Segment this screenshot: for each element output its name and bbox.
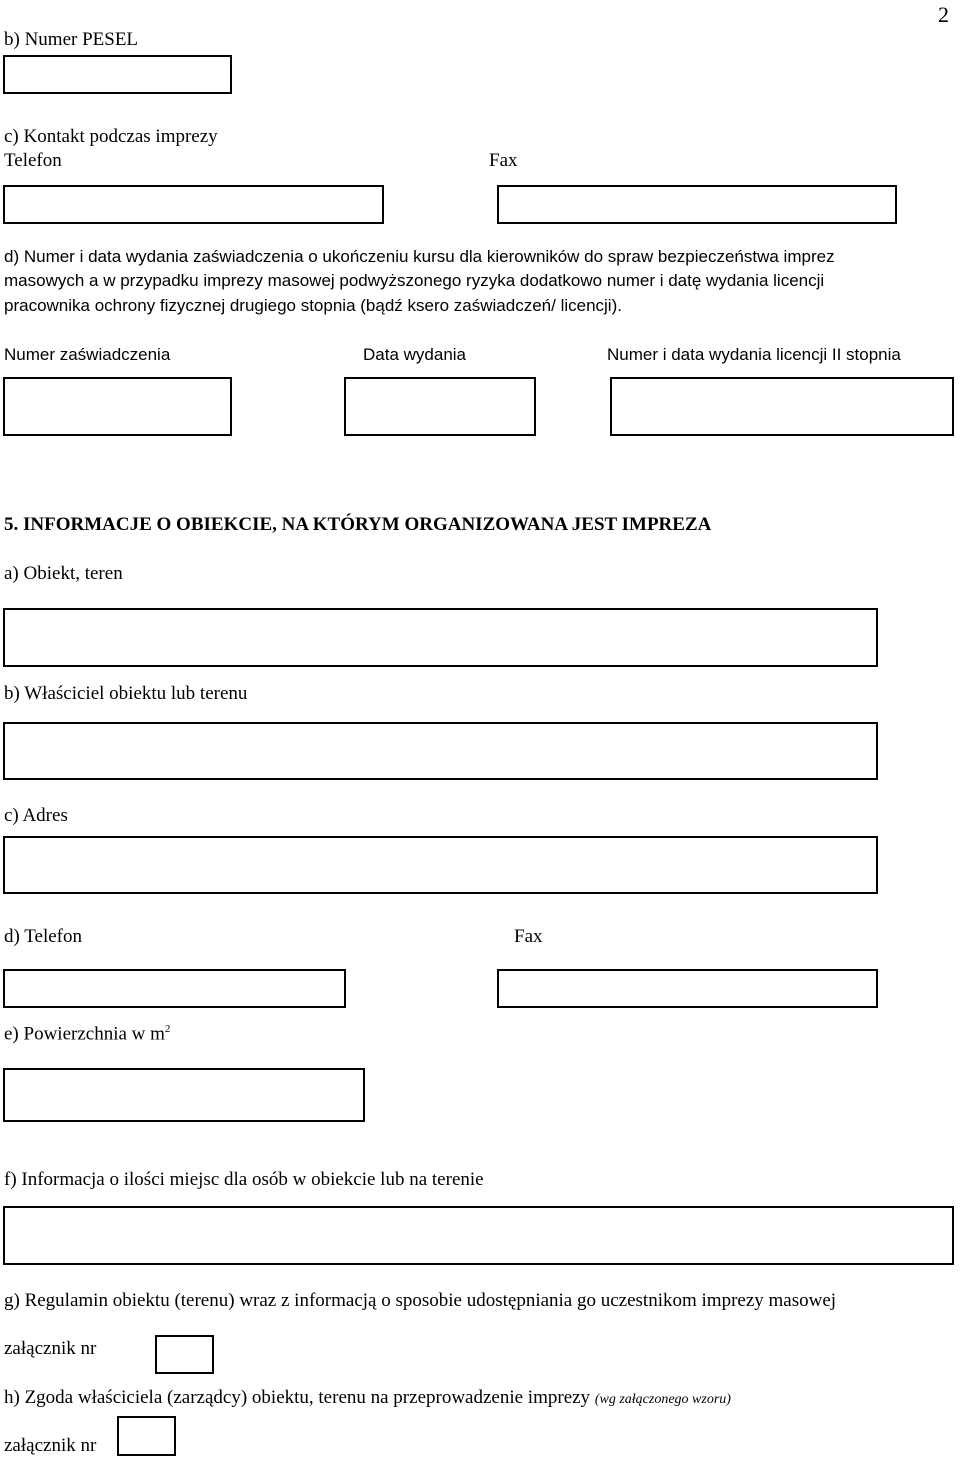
owner-label: b) Właściciel obiektu lub terenu: [4, 683, 248, 704]
certificate-issue-date-label: Data wydania: [363, 345, 467, 364]
capacity-label: f) Informacja o ilości miejsc dla osób w obiekcie lub na terenie: [4, 1169, 484, 1190]
pesel-label: b) Numer PESEL: [4, 29, 139, 50]
area-field[interactable]: [3, 1068, 365, 1122]
consent-label: [4, 1388, 731, 1407]
object-label: a) Obiekt, teren: [4, 563, 123, 584]
certificate-description-line-3: pracownika ochrony fizycznej drugiego stopnia (bądź ksero zaświadczeń/ licencji).: [4, 296, 622, 315]
contact-label: c) Kontakt podczas imprezy: [4, 126, 218, 147]
area-unit-superscript: 2: [164, 1023, 171, 1035]
page-number: 2: [938, 2, 949, 27]
certificate-number-field[interactable]: [3, 377, 232, 436]
consent-label-text: h) Zgoda właściciela (zarządcy) obiektu, terenu na przeprowadzenie imprezy: [4, 1387, 595, 1408]
certificate-description-line-2: masowych a w przypadku imprezy masowej podwyższonego ryzyka dodatkowo numer i datę wydania licencji: [4, 271, 825, 290]
license-number-date-label: Numer i data wydania licencji II stopnia: [607, 345, 901, 364]
contact-phone-label: Telefon: [4, 150, 62, 171]
address-label: c) Adres: [4, 805, 68, 826]
certificate-description-line-1: d) Numer i data wydania zaświadczenia o ukończeniu kursu dla kierowników do spraw bezpieczeństwa imprez: [4, 247, 835, 266]
certificate-issue-date-field[interactable]: [344, 377, 536, 436]
section-5-heading: 5. INFORMACJE O OBIEKCIE, NA KTÓRYM ORGANIZOWANA JEST IMPREZA: [4, 514, 712, 535]
area-label-text: e) Powierzchnia w m: [4, 1023, 165, 1045]
contact-fax-field[interactable]: [497, 185, 897, 224]
contact-fax-label: Fax: [489, 150, 518, 171]
address-field[interactable]: [3, 836, 878, 894]
object-fax-field[interactable]: [497, 969, 878, 1008]
object-field[interactable]: [3, 608, 878, 667]
consent-attachment-label: załącznik nr: [4, 1435, 97, 1456]
regulations-label: g) Regulamin obiektu (terenu) wraz z informacją o sposobie udostępniania go uczestnikom imprezy masowej: [4, 1290, 837, 1311]
capacity-field[interactable]: [3, 1206, 954, 1265]
consent-note: (wg załączonego wzoru): [594, 1392, 731, 1407]
object-fax-label: Fax: [514, 926, 543, 947]
owner-field[interactable]: [3, 722, 878, 780]
area-label: [4, 1024, 170, 1043]
consent-attachment-field[interactable]: [117, 1416, 176, 1456]
license-number-date-field[interactable]: [610, 377, 954, 436]
object-phone-field[interactable]: [3, 969, 346, 1008]
pesel-field[interactable]: [3, 55, 232, 94]
certificate-number-label: Numer zaświadczenia: [4, 345, 171, 364]
contact-phone-field[interactable]: [3, 185, 384, 224]
regulations-attachment-label: załącznik nr: [4, 1338, 97, 1359]
regulations-attachment-field[interactable]: [155, 1335, 214, 1374]
object-phone-label: d) Telefon: [4, 926, 82, 947]
